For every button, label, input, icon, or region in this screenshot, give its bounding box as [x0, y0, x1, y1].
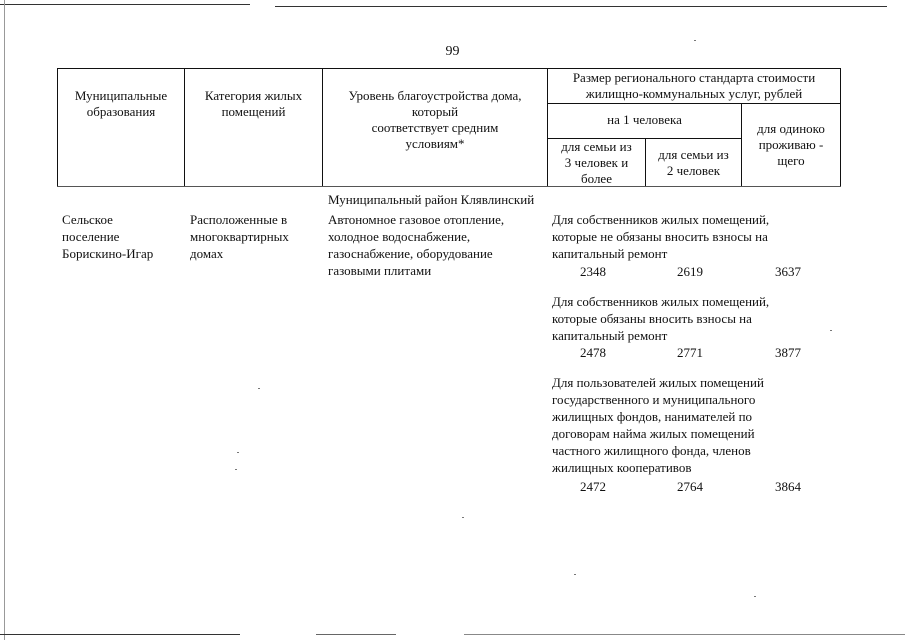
- header-per-person: на 1 человека: [607, 112, 682, 127]
- group-1-value-single: 3637: [775, 264, 801, 279]
- row-municipality: Сельское поселение Борискино-Игар: [62, 212, 154, 261]
- scan-left-edge: [4, 0, 5, 640]
- scan-speck: [754, 596, 756, 597]
- scan-top-line-left: [0, 4, 250, 5]
- scan-speck: [258, 388, 260, 389]
- header-family2: для семьи из 2 человек: [658, 147, 729, 178]
- scan-bottom-line-mid: [316, 634, 396, 635]
- group-1-value-family3: 2348: [580, 264, 606, 279]
- row-level: Автономное газовое отопление, холодное водоснабжение, газоснабжение, оборудование газовыми плитами: [328, 212, 505, 278]
- group-2-value-family3: 2478: [580, 345, 606, 360]
- header-municipality: Муниципальные образования: [74, 88, 168, 119]
- header-left-border: [57, 68, 58, 186]
- group-3-label: Для пользователей жилых помещений государственного и муниципального жилищных фондов, нанимателей по договорам найма жилых помещений частного жилищного фонда, членов жилищных кооперативов: [552, 375, 764, 475]
- group-1-label: Для собственников жилых помещений, которые не обязаны вносить взносы на капитальный ремонт: [552, 212, 770, 261]
- header-standard: Размер регионального стандарта стоимости жилищно-коммунальных услуг, рублей: [572, 70, 816, 101]
- header-level: Уровень благоустройства дома, который соответствует средним условиям*: [348, 88, 522, 151]
- header-bottom-border: [57, 186, 841, 187]
- group-2-label: Для собственников жилых помещений, которые обязаны вносить взносы на капитальный ремонт: [552, 294, 770, 343]
- header-divider-1: [184, 68, 185, 186]
- header-category: Категория жилых помещений: [204, 88, 303, 119]
- scan-bottom-line-left: [0, 634, 240, 635]
- scan-speck: [237, 452, 239, 453]
- header-top-border: [57, 68, 841, 69]
- scan-speck: [462, 517, 464, 518]
- header-single: для одиноко проживаю - щего: [757, 121, 825, 168]
- scan-speck: [235, 469, 237, 470]
- scan-bottom-line-right: [464, 634, 905, 635]
- page-number: 99: [445, 44, 460, 59]
- scan-speck: [694, 40, 696, 41]
- group-1-value-family2: 2619: [677, 264, 703, 279]
- group-3-value-family2: 2764: [677, 479, 703, 494]
- header-right-border: [840, 68, 841, 186]
- header-family3: для семьи из 3 человек и более: [561, 139, 632, 186]
- group-3-value-single: 3864: [775, 479, 801, 494]
- scan-speck: [830, 330, 832, 331]
- standard-sub-border: [547, 103, 841, 104]
- scan-speck: [574, 574, 576, 575]
- group-2-value-single: 3877: [775, 345, 801, 360]
- group-3-value-family3: 2472: [580, 479, 606, 494]
- row-category: Расположенные в многоквартирных домах: [190, 212, 289, 261]
- group-2-value-family2: 2771: [677, 345, 703, 360]
- district-title: Муниципальный район Клявлинский: [328, 192, 535, 207]
- scan-top-line-right: [275, 6, 887, 7]
